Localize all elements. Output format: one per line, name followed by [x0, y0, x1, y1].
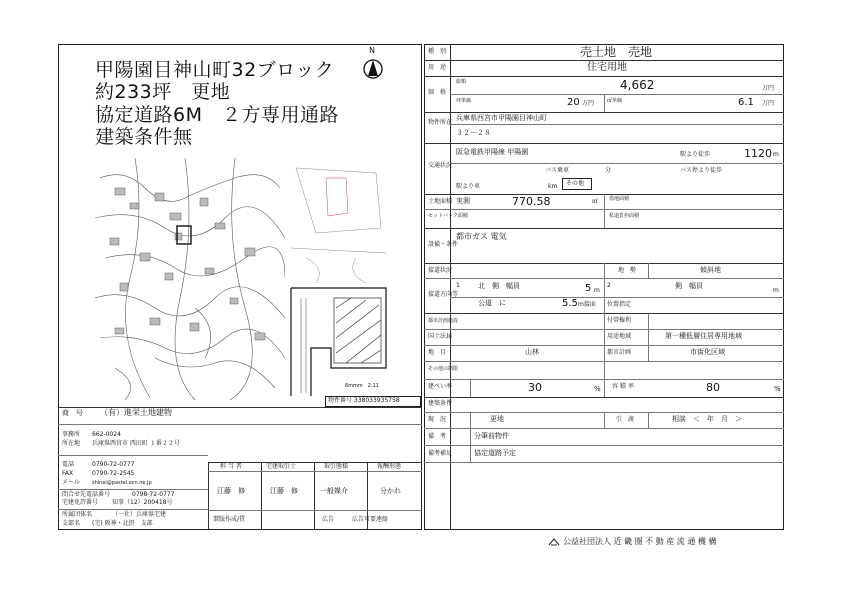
houkou-label: 接道方向等: [428, 291, 459, 298]
kodo-label: 公道 に: [478, 299, 506, 307]
kenpei-value: 30: [528, 381, 542, 394]
license-label: 宅建免許番号: [62, 499, 99, 506]
address-line-2: ３２－２８: [456, 129, 491, 137]
kenpei-unit: %: [594, 385, 601, 393]
total-label: 総額: [456, 79, 467, 85]
kokudo-label: 国土法届: [428, 333, 453, 340]
koutsu-label: 交通状況: [428, 162, 453, 169]
dir2-unit: m: [773, 287, 779, 294]
company-name-label: 商 号: [62, 409, 83, 417]
north-label: N: [369, 46, 375, 55]
setback-label: セットバック面積: [428, 213, 468, 219]
chimoku-label: 地 目: [428, 349, 447, 356]
dir2-num: 2: [607, 282, 611, 289]
shubetsu-value: 売土地 売地: [580, 45, 653, 59]
organization-logo-icon: [548, 537, 560, 547]
footer-organization: 公益社団法人 近 畿 圏 不 動 産 流 通 機 構: [563, 537, 717, 546]
kodo-unit: m接面: [578, 301, 596, 308]
headline-line-1: 甲陽園目神山町32ブロック: [95, 59, 335, 81]
bikou-value: 分筆前物件: [474, 432, 509, 440]
sonota-seigen-label: その他の制限: [428, 366, 459, 372]
headline-line-2: 約233坪 更地: [95, 81, 231, 103]
sonota-label: その他: [566, 180, 585, 187]
assoc-label: 所属団体名: [62, 511, 93, 518]
youto-chiiki-label: 用途地域: [607, 333, 632, 340]
toshikeikaku-shisetsu-label: 都市計画施設: [428, 318, 459, 324]
headline-line-4: 建築条件無: [95, 126, 193, 148]
area-map: [95, 158, 285, 400]
dir1-num: 1: [456, 282, 460, 289]
train-line: 阪急電鉄甲陽線 甲陽園: [456, 148, 529, 156]
branch-name: (宅) 阪神・北摂 支部: [92, 520, 153, 527]
mail-label: メール: [62, 479, 80, 486]
youto-label: 用 途: [428, 64, 447, 71]
map-caption: 6mmm 2.11: [345, 383, 379, 389]
price-unit: 万円: [762, 85, 775, 92]
company-fax: 0790-72-2545: [92, 470, 135, 477]
menseki-label: 土地面積: [428, 198, 453, 205]
dir1-width: 5: [585, 283, 592, 294]
staff-header-tanto: 担 当 者: [220, 463, 242, 470]
tsubo-label: 坪単価: [456, 98, 472, 104]
office-value: 662-0024: [92, 431, 121, 438]
property-number: 物件番号 338033935758: [328, 397, 400, 404]
m2-unit: 万円: [762, 100, 775, 107]
km-unit: km: [548, 183, 558, 190]
fax-label: FAX: [62, 470, 74, 477]
shozai-label: 物件所在: [428, 119, 453, 126]
chisei-label: 地 勢: [618, 267, 637, 274]
staff-header-torihiki: 取引態様: [324, 463, 349, 470]
assoc-name: （一社）兵庫県宅建: [112, 511, 167, 518]
staff-takken: 江藤 修: [270, 487, 298, 495]
eki-label: 駅より徒歩: [680, 151, 711, 158]
bus-ride: バス乗車: [545, 167, 570, 174]
address-line-1: 兵庫県西宮市甲陽園目神山町: [456, 114, 547, 122]
jissoku-label: 実測: [456, 197, 470, 205]
shakuchi-label: 借地面積: [609, 196, 630, 202]
toshikeikaku-label: 都市計画: [607, 349, 632, 356]
genkyou-label: 現 況: [428, 416, 447, 423]
inquiry-tel: 0798-72-0777: [132, 491, 175, 498]
dir2-text: 側 幅員: [675, 282, 703, 290]
staff-header-takken: 宅建取引士: [266, 463, 297, 470]
bus-walk: バス停より徒歩: [680, 167, 723, 174]
bus-minutes-unit: 分: [605, 167, 612, 174]
chimoku-value: 山林: [525, 348, 539, 356]
youto-value: 住宅用地: [587, 62, 627, 73]
shikichi-label: 私道負担面積: [609, 213, 640, 219]
youseki-value: 80: [706, 381, 720, 394]
bikou-label: 備 考: [428, 433, 447, 440]
menseki-value: 770.58: [512, 195, 551, 208]
staff-tanto: 江藤 修: [217, 487, 245, 495]
inquiry-label: 問合せ先電話番号: [62, 491, 111, 498]
office-label: 事務所: [62, 431, 81, 438]
staff-houshu: 分かれ: [380, 487, 401, 495]
setsubi-value: 都市ガス 電気: [456, 232, 507, 241]
koukoku-label: 広告: [322, 516, 335, 523]
kenpei-label: 建ぺい率: [428, 383, 453, 390]
branch-label: 支部名: [62, 520, 81, 527]
hikiwatashi-label: 引 渡: [616, 416, 635, 423]
youseki-label: 容 積 率: [612, 383, 634, 390]
youto-chiiki-value: 第一種低層住居専用地域: [665, 332, 742, 340]
company-mail[interactable]: shinei@pastel.ocn.ne.jp: [92, 480, 152, 486]
shubetsu-label: 種 別: [428, 48, 447, 55]
m2-label: ㎡単価: [607, 98, 623, 104]
address-label: 所在地: [62, 440, 81, 447]
license-number: 知事（12）200418号: [112, 499, 173, 506]
hikiwatashi-value: 相談 ＜ 年 月 ＞: [672, 415, 742, 423]
dir1-unit: m: [594, 287, 600, 294]
price-value: 4,662: [620, 78, 655, 92]
kakaku-label: 価 格: [428, 89, 447, 96]
futai-label: 付帯権利: [607, 317, 632, 324]
company-tel: 0790-72-0777: [92, 461, 135, 468]
headline-line-3: 協定道路6M ２方専用通路: [95, 104, 339, 126]
kodo-width: 5.5: [562, 298, 578, 309]
tsubo-unit: 万円: [582, 100, 595, 107]
koukoku-value: 広告可要連絡: [352, 516, 389, 523]
m2-value: 6.1: [738, 97, 754, 108]
setsudou-label: 接道状況: [428, 267, 453, 274]
ichi-shitei: 位置指定: [607, 301, 632, 308]
site-plan: [286, 158, 392, 396]
company-address: 兵庫県西宮市 西田町 １番２２号: [92, 440, 180, 447]
eki-unit: m: [773, 151, 779, 158]
dir1-text: 北 側 幅員: [478, 282, 520, 290]
tsubo-value: 20: [567, 97, 580, 108]
bikou-hosoku-label: 備考補足: [428, 450, 453, 457]
setsubi-label: 設備・条件: [428, 241, 459, 248]
tel-label: 電話: [62, 461, 75, 468]
car-label: 駅より車: [456, 183, 481, 190]
genkyou-value: 更地: [490, 415, 504, 423]
chisei-value: 傾斜地: [700, 266, 721, 274]
ad-label: 製版作成/賃: [213, 516, 246, 523]
toshikeikaku-value: 市街化区域: [690, 348, 725, 356]
staff-header-houshu: 報酬形態: [377, 463, 402, 470]
kenchiku-joken-label: 建築条件: [428, 400, 453, 407]
eki-distance: 1120: [744, 147, 772, 160]
staff-torihiki: 一般媒介: [320, 487, 348, 495]
menseki-unit: ㎡: [592, 198, 599, 205]
bikou-hosoku-value: 協定道路予定: [474, 449, 516, 457]
company-name: （有）進栄土地建物: [100, 408, 172, 417]
youseki-unit: %: [774, 385, 781, 393]
